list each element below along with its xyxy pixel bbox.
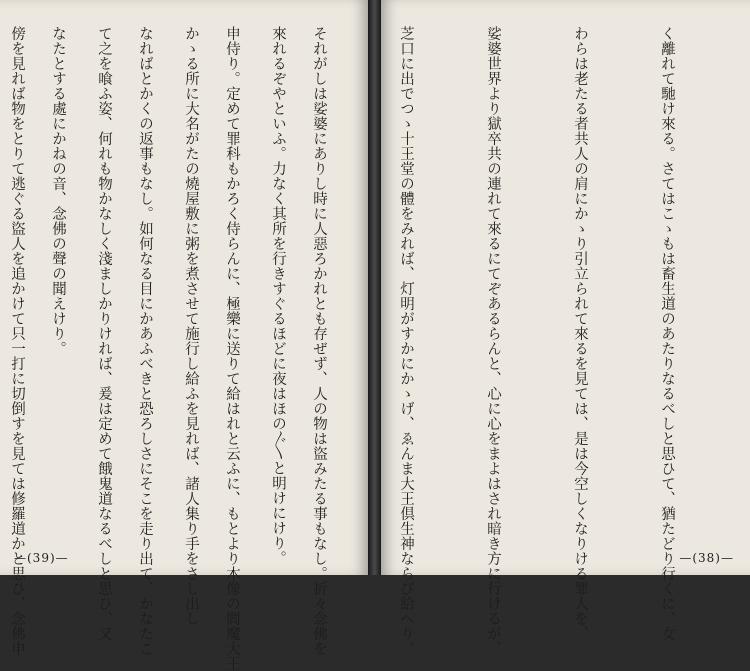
text-line: わらは老たる者共人の肩にかゝり引立られて來るを見ては、是は今空しくなりける罪人を、 [572,26,588,641]
page-number: —(38)— [679,551,734,565]
text-line: 來れるぞやといふ。力なく其所を行きすぐるほどに夜はほの〴〵と明けにけり。 [270,26,286,566]
text-line: く離れて馳け來る。さてはこゝもは畜生道のあたりなるべしと思ひて、猶たどり行くに、女 [659,26,675,641]
text-line: 芝口に出でつゝ十王堂の體をみれば、灯明がすかにかゝげ、ゑんま大王倶生神ならび給へり。 [398,26,414,656]
text-line: て之を喰ふ姿、何れも物かなしく淺ましかりければ、爰は定めて餓鬼道なるべしと思ひ、又 [96,26,112,641]
text-line: なればとかくの返事もなし。如何なる目にかあふべきと恐ろしさにそこを走り出て、かなたこ [137,26,153,656]
text-line: 娑婆世界より獄卒共の連れて來るにてぞあるらんと、心に心をまよはされ暗き方に行けるが、 [485,26,501,656]
text-line: それがしは娑婆にありし時に人惡ろかれとも存ぜず、人の物は盜みたる事もなし。折々念佛を [311,26,327,656]
text-line: かゝる所に大名がたの燒屋敷に粥を煮させて施行し給ふを見れば、諸人集り手をさし出し [183,26,199,626]
page-number: —(39)— [14,551,69,565]
text-line: なたとする處にかねの音、念佛の聲の聞えけり。 [50,26,66,356]
text-line: 傍を見れば物をとりて逃ぐる盜人を追かけて只一打に切倒すを見ては修羅道かと思ひ、念佛申 [9,26,25,656]
text-line: 申侍り。定めて罪科もかろく侍らんに、極樂に送りて給はれと云ふに、もとより木像の閻魔大王 [224,26,240,671]
